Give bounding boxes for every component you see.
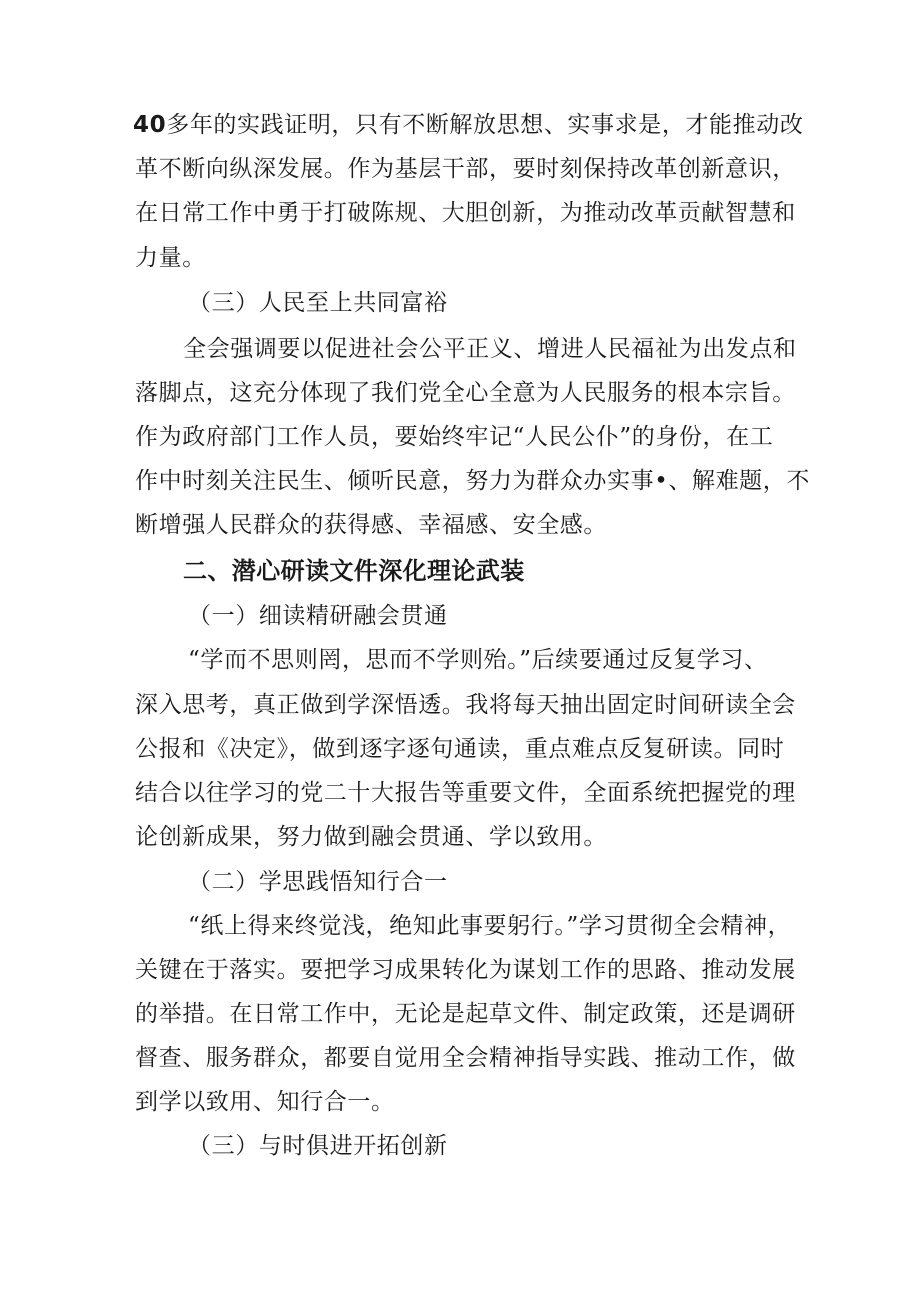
body-line bbox=[135, 503, 607, 547]
body-line bbox=[135, 815, 607, 859]
body-line bbox=[188, 904, 791, 948]
line-text: 全会强调要以促进社会公平正义、增进人民福祉为出发点和 bbox=[183, 336, 797, 362]
line-text: “学而不思则罔，思而不学则殆。”后续要通过反复学习、 bbox=[188, 647, 768, 673]
body-line bbox=[135, 992, 796, 1036]
line-text: 力量。 bbox=[135, 245, 206, 271]
line-text: 断增强人民群众的获得感、幸福感、安全感。 bbox=[135, 512, 607, 538]
body-line bbox=[133, 103, 803, 147]
line-text: 在日常工作中勇于打破陈规、大胆创新，为推动改革贡献智慧和 bbox=[135, 200, 796, 226]
body-line bbox=[188, 638, 768, 682]
line-text: 作为政府部门工作人员，要始终牢记“人民公仆”的身份，在工 bbox=[135, 424, 774, 450]
subheading bbox=[188, 1124, 448, 1168]
body-line bbox=[135, 371, 796, 415]
line-text: “纸上得来终觉浅，绝知此事要躬行。”学习贯彻全会精神， bbox=[188, 913, 792, 939]
body-line bbox=[135, 1080, 395, 1124]
line-text: 公报和《决定》，做到逐字逐句通读，重点难点反复研读。同时 bbox=[135, 736, 785, 762]
line-text: 多年的实践证明，只有不断解放思想、实事求是，才能推动改 bbox=[166, 112, 804, 138]
line-text: 结合以往学习的党二十大报告等重要文件，全面系统把握党的理 bbox=[135, 780, 796, 806]
line-text: （三）人民至上共同富裕 bbox=[188, 290, 448, 316]
body-line bbox=[135, 771, 796, 815]
subheading bbox=[188, 594, 448, 638]
body-line bbox=[135, 727, 784, 771]
body-line bbox=[135, 1036, 796, 1080]
line-text: 深入思考，真正做到学深悟透。我将每天抽出固定时间研读全会 bbox=[135, 692, 796, 718]
subheading bbox=[188, 281, 448, 325]
section-heading bbox=[183, 549, 525, 593]
line-text: 关键在于落实。要把学习成果转化为谋划工作的思路、推动发展 bbox=[135, 957, 796, 983]
line-text: （一）细读精研融会贯通 bbox=[188, 603, 448, 629]
line-text: 二、潜心研读文件深化理论武装 bbox=[183, 557, 525, 585]
subheading bbox=[188, 860, 448, 904]
line-text: 革不断向纵深发展。作为基层干部，要时刻保持改革创新意识， bbox=[135, 156, 796, 182]
line-text: 督查、服务群众，都要自觉用全会精神指导实践、推动工作，做 bbox=[135, 1045, 796, 1071]
body-line bbox=[135, 236, 206, 280]
body-line bbox=[135, 415, 773, 459]
line-text: 的举措。在日常工作中，无论是起草文件、制定政策，还是调研 bbox=[135, 1001, 796, 1027]
body-line bbox=[135, 147, 796, 191]
body-line bbox=[135, 948, 796, 992]
line-text: （二）学思践悟知行合一 bbox=[188, 869, 448, 895]
body-line bbox=[135, 683, 796, 727]
line-text: 到学以致用、知行合一。 bbox=[135, 1089, 395, 1115]
line-text: 落脚点，这充分体现了我们党全心全意为人民服务的根本宗旨。 bbox=[135, 380, 796, 406]
body-line bbox=[135, 191, 796, 235]
body-line bbox=[183, 327, 797, 371]
line-text: 论创新成果，努力做到融会贯通、学以致用。 bbox=[135, 824, 607, 850]
line-text: 作中时刻关注民生、倾听民意，努力为群众办实事•、解难题，不 bbox=[135, 468, 810, 494]
body-line bbox=[135, 459, 810, 503]
leading-number: 40 bbox=[133, 112, 167, 138]
line-text: （三）与时俱进开拓创新 bbox=[188, 1133, 448, 1159]
